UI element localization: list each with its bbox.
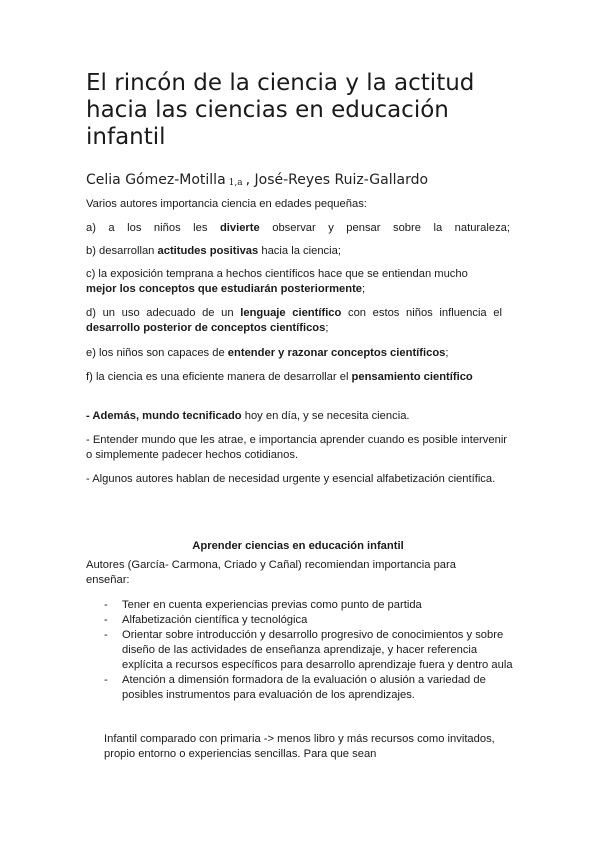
- point-c: c) la exposición temprana a hechos científicos hace que se entiendan mucho mejor los conceptos que estudiarán posteriormente;: [86, 268, 468, 295]
- author-affiliation: 1,a: [228, 178, 243, 188]
- list-item: - Orientar sobre introducción y desarrollo progresivo de conocimientos y sobre diseño de las actividades de enseñanza aprendizaje, y hacer referencia explícita a recursos específicos para desarrollo aprendizaje fuera y dentro aula: [104, 629, 513, 671]
- point-e: e) los niños son capaces de entender y razonar conceptos científicos;: [86, 347, 449, 359]
- recommendations-list: [86, 598, 516, 703]
- intro-paragraph: Varios autores importancia ciencia en edades pequeñas:: [86, 198, 367, 210]
- document-title: El rincón de la ciencia y la actitud hacia las ciencias en educación infantil: [86, 70, 475, 150]
- algunos-paragraph: - Algunos autores hablan de necesidad urgente y esencial alfabetización científica.: [86, 473, 496, 485]
- entender-paragraph: - Entender mundo que les atrae, e importancia aprender cuando es posible intervenir o simplemente padecer hechos cotidianos.: [86, 434, 508, 461]
- author-name: , José-Reyes Ruiz-Gallardo: [245, 172, 429, 188]
- point-d: d) un uso adecuado de un lenguaje científico con estos niños influencia el desarrollo posterior de conceptos científicos;: [86, 307, 502, 334]
- list-item: - Tener en cuenta experiencias previas como punto de partida: [104, 599, 422, 611]
- authors-line: [86, 171, 546, 192]
- point-a: a) a los niños les divierte observar y pensar sobre la naturaleza;: [86, 222, 510, 234]
- point-f: f) la ciencia es una eficiente manera de desarrollar el pensamiento científico: [86, 371, 473, 383]
- section-heading: Aprender ciencias en educación infantil: [192, 540, 404, 552]
- ademas-paragraph: - Además, mundo tecnificado hoy en día, y se necesita ciencia.: [86, 410, 410, 422]
- infantil-paragraph: Infantil comparado con primaria -> menos libro y más recursos como invitados, propio entorno o experiencias sencillas. Para que sean: [104, 733, 495, 760]
- autores-paragraph: Autores (García- Carmona, Criado y Cañal) recomiendan importancia para enseñar:: [86, 559, 456, 586]
- point-b: b) desarrollan actitudes positivas hacia la ciencia;: [86, 245, 341, 257]
- list-item: - Alfabetización científica y tecnológica: [104, 614, 308, 626]
- author-name: Celia Gómez-Motilla: [86, 172, 226, 188]
- list-item: - Atención a dimensión formadora de la evaluación o alusión a variedad de posibles instrumentos para evaluación de los aprendizajes.: [104, 674, 486, 701]
